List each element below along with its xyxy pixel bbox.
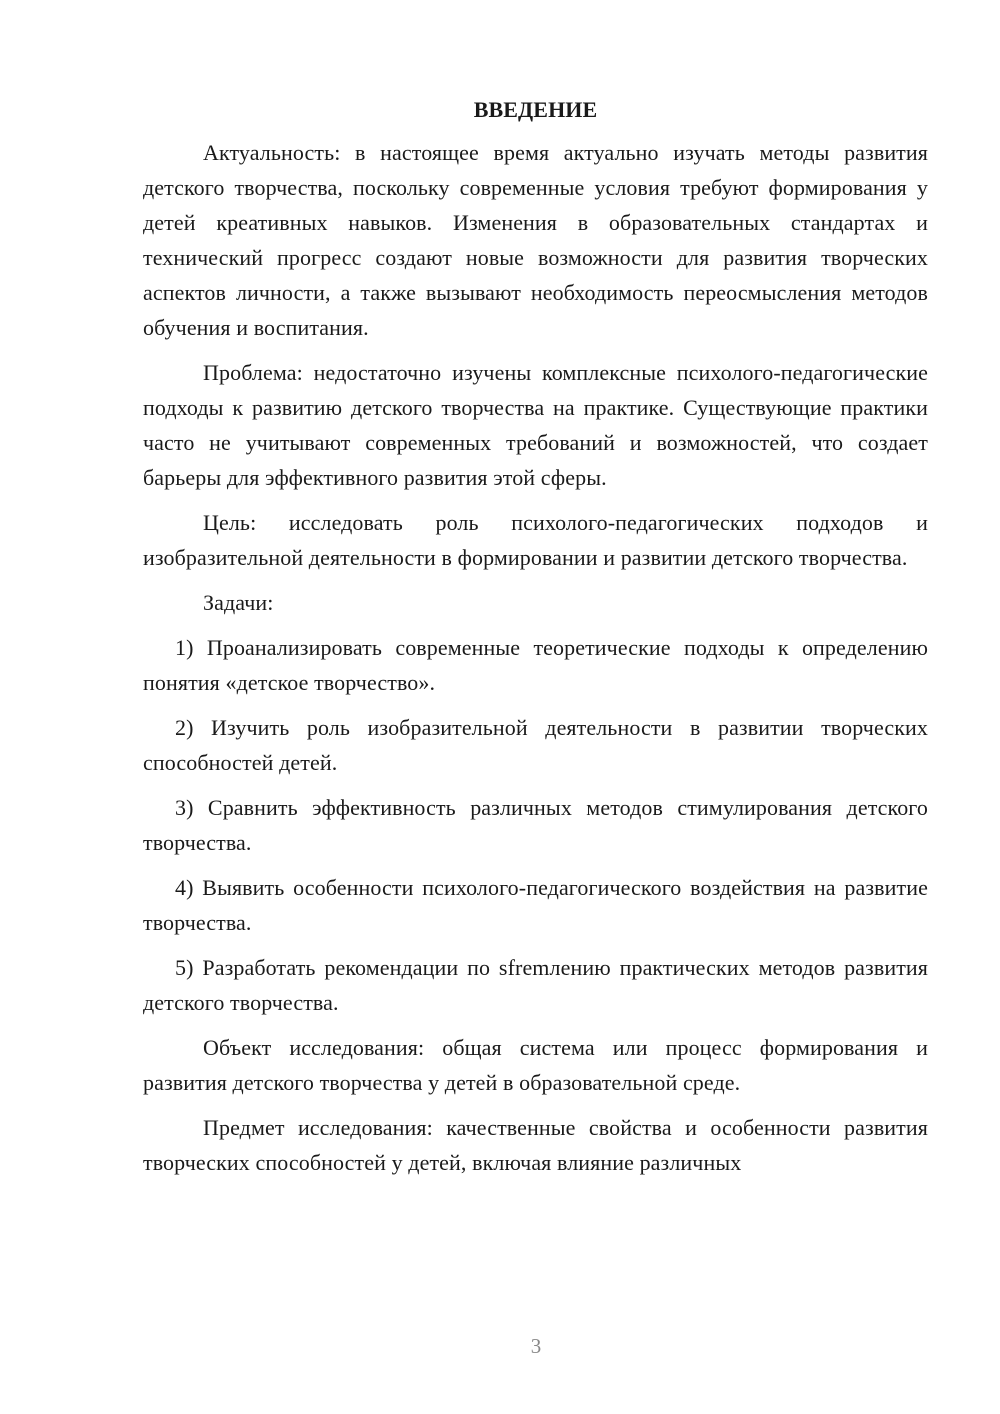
- task-item-1: 1) Проанализировать современные теоретические подходы к определению понятия «детское творчество».: [143, 635, 928, 695]
- relevance-paragraph: Актуальность: в настоящее время актуально изучать методы развития детского творчества, поскольку современные условия требуют формирования у детей креативных навыков. Изменения в образовательных стандартах и технический прогресс создают новые возможности для развития творческих аспектов личности, а также вызывают необходимость переосмысления методов обучения и воспитания.: [143, 140, 928, 340]
- task-item-2: 2) Изучить роль изобразительной деятельности в развитии творческих способностей детей.: [143, 715, 928, 775]
- task-item-3: 3) Сравнить эффективность различных методов стимулирования детского творчества.: [143, 795, 928, 855]
- problem-paragraph: Проблема: недостаточно изучены комплексные психолого-педагогические подходы к развитию детского творчества на практике. Существующие практики часто не учитывают современных требований и возможностей, что создает барьеры для эффективного развития этой сферы.: [143, 360, 928, 490]
- task-item-5: 5) Разработать рекомендации по sfremлению практических методов развития детского творчества.: [143, 955, 928, 1015]
- tasks-label: Задачи:: [203, 590, 274, 615]
- section-heading: ВВЕДЕНИЕ: [473, 97, 598, 122]
- object-paragraph: Объект исследования: общая система или процесс формирования и развития детского творчества у детей в образовательной среде.: [143, 1035, 928, 1095]
- goal-paragraph: Цель: исследовать роль психолого-педагогических подходов и изобразительной деятельности в формировании и развитии детского творчества.: [143, 510, 928, 570]
- page-number: 3: [530, 1334, 542, 1358]
- task-item-4: 4) Выявить особенности психолого-педагогического воздействия на развитие творчества.: [143, 875, 928, 935]
- page-content: [143, 95, 928, 1190]
- subject-paragraph: Предмет исследования: качественные свойства и особенности развития творческих способностей у детей, включая влияние различных: [143, 1115, 928, 1175]
